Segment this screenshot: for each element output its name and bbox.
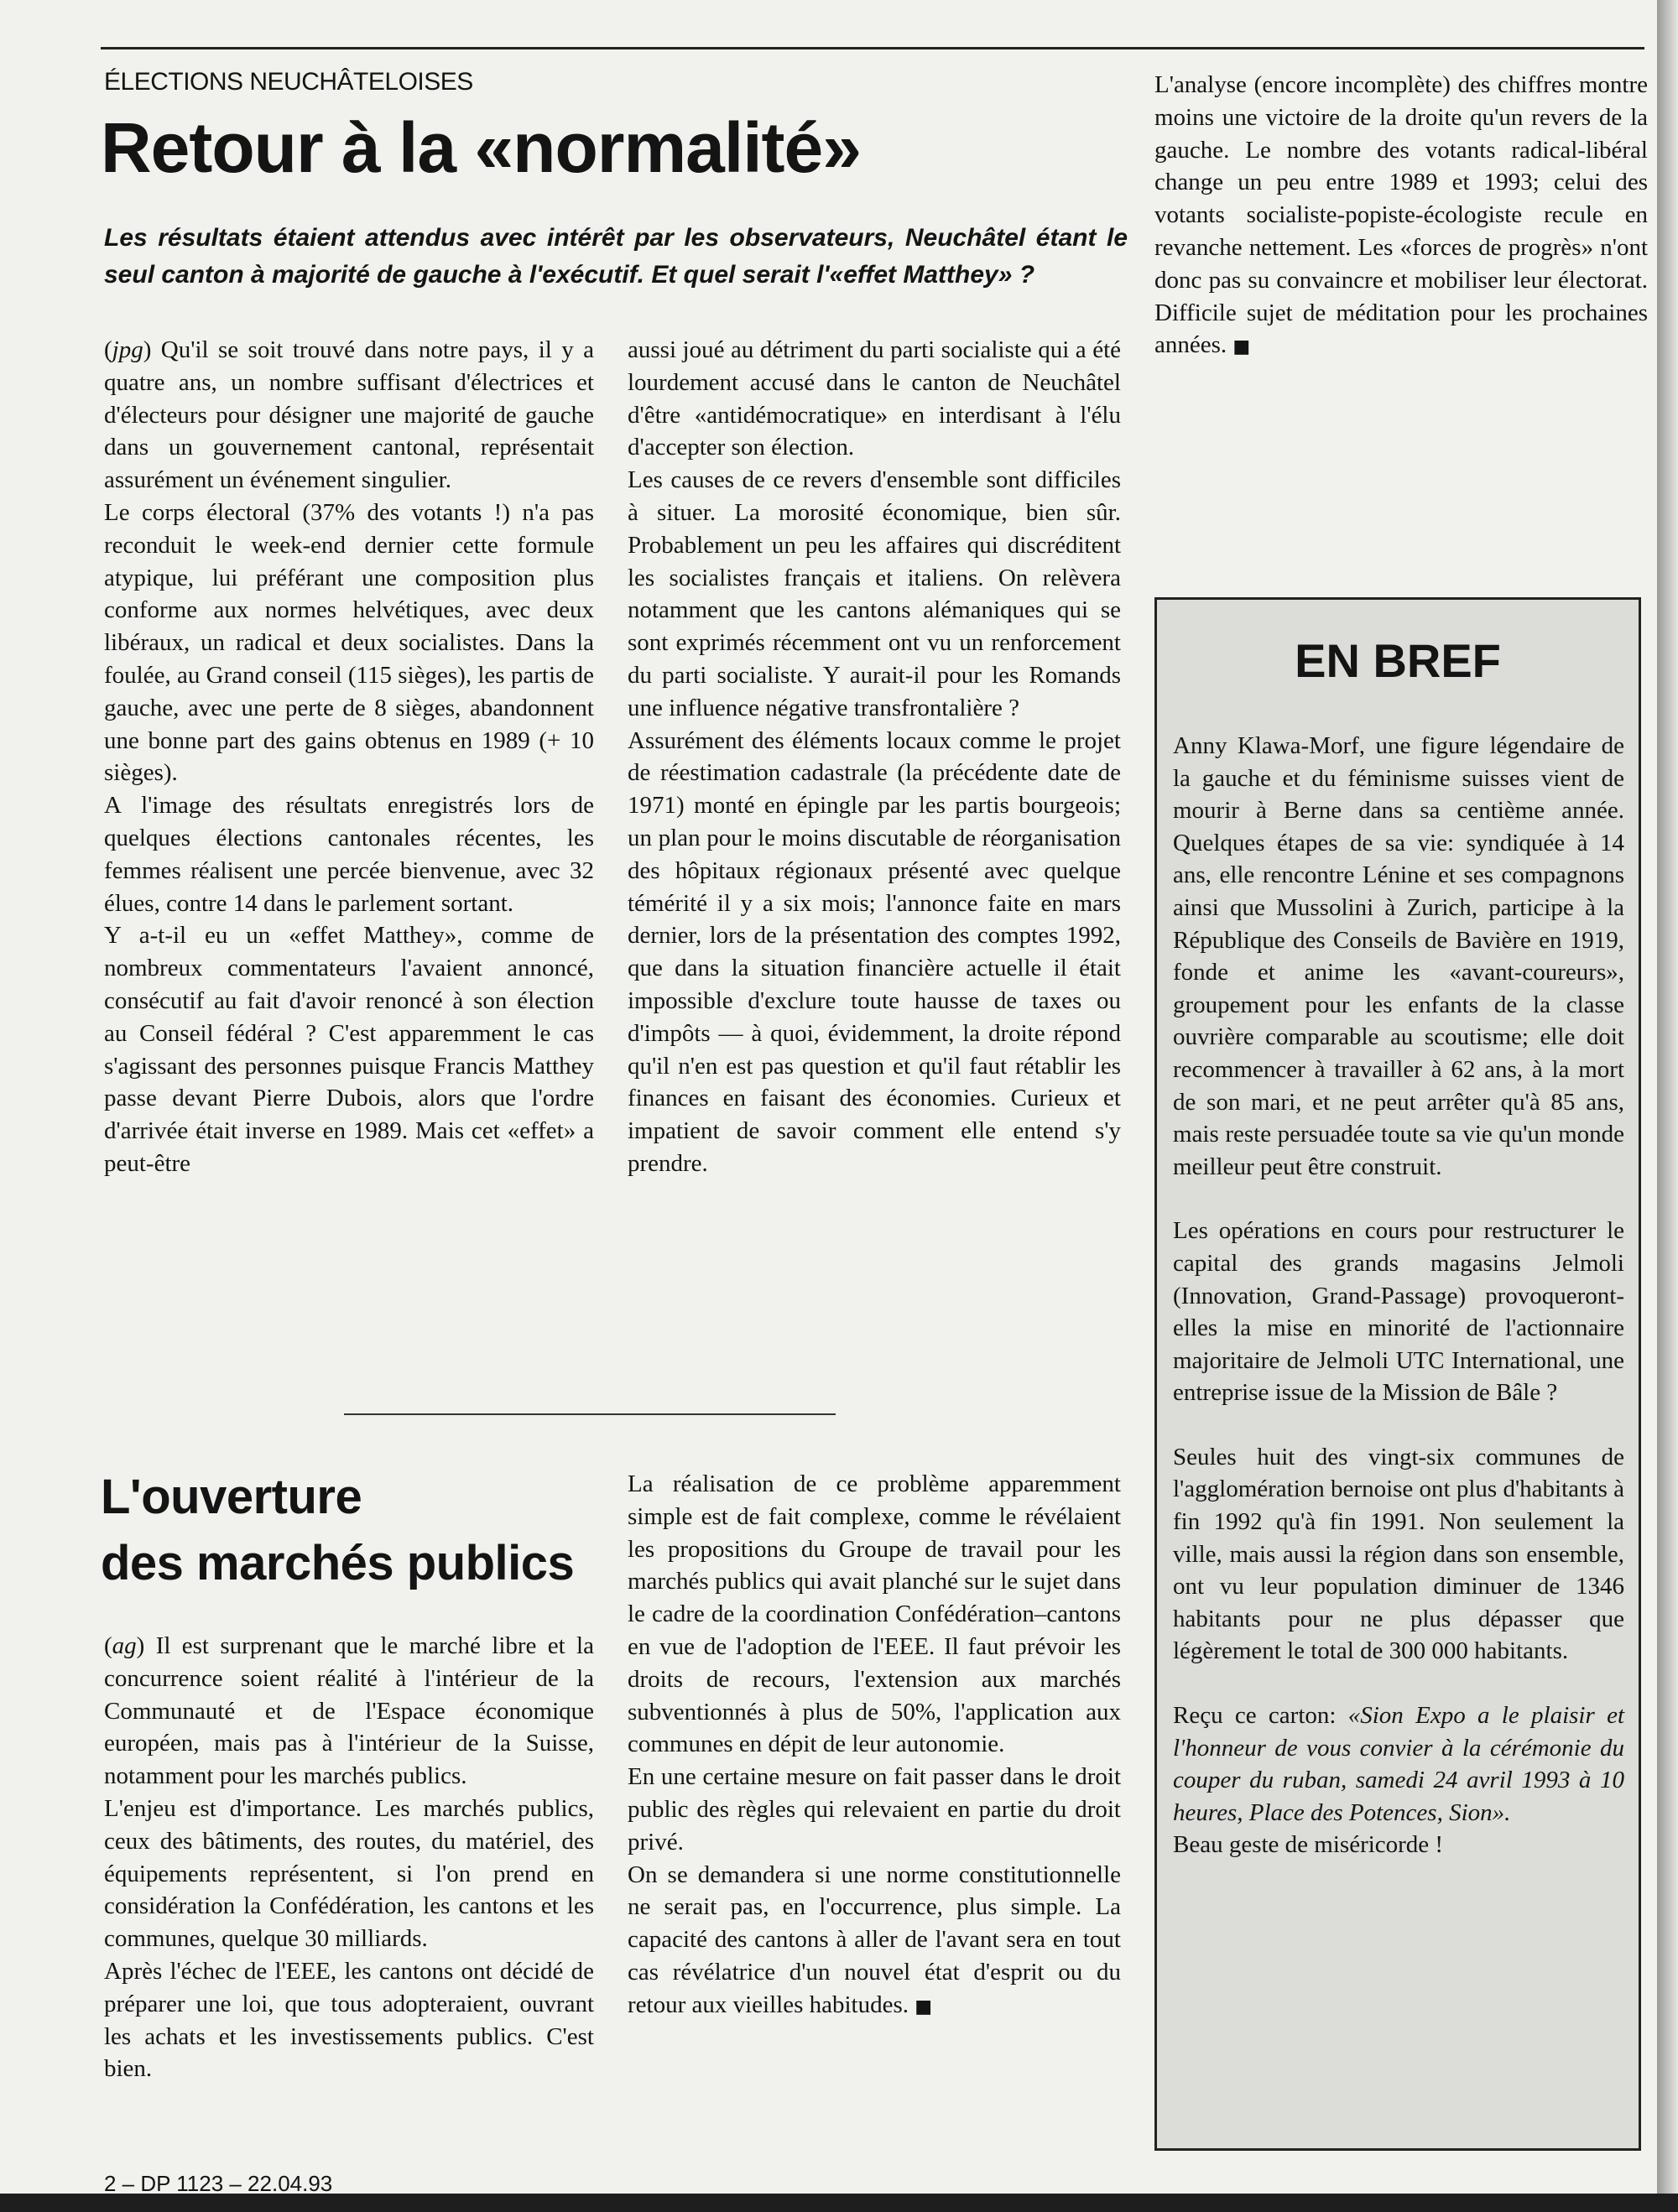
article2-paragraph: (ag) Il est surprenant que le marché libre et la concurrence soient réalité à l'intérieur de la Communauté et de l'Espace économique européen, mais pas à l'intérieur de la Suisse, notamment pour les marchés publics. [104,1632,594,1790]
article2-paragraph: En une certaine mesure on fait passer dans le droit public des règles qui relevaient en partie du droit privé. [628,1763,1121,1855]
scan-bottom-edge [0,2194,1678,2212]
article1-paragraph: A l'image des résultats enregistrés lors de quelques élections cantonales récentes, les femmes réalisent une percée bienvenue, avec 32 élues, contre 14 dans le parlement sortant. [104,792,594,917]
article1-column-3 [1154,69,1648,364]
section-divider [344,1413,836,1415]
article1-paragraph: Le corps électoral (37% des votants !) n'a pas reconduit le week-end dernier cette formule atypique, lui préférant une composition plus conforme aux normes helvétiques, avec deux libéraux, un radical et deux socialistes. Dans la foulée, au Grand conseil (115 sièges), les partis de gauche, avec une perte de 8 sièges, abandonnent une bonne part des gains obtenus en 1989 (+ 10 sièges). [104,498,594,787]
en-bref-item: Reçu ce carton: «Sion Expo a le plaisir et l'honneur de vous convier à la cérémonie du couper du ruban, samedi 24 avril 1993 à 10 heures, Place des Potences, Sion». Beau geste de miséricorde ! [1173,1702,1624,1859]
article2-paragraph: Après l'échec de l'EEE, les cantons ont décidé de préparer une loi, que tous adopteraient, ouvrant les achats et les investissements publics. C'est bien. [104,1957,594,2083]
end-mark-icon: ■ [915,1996,933,2017]
en-bref-item: Les opérations en cours pour restructurer le capital des grands magasins Jelmoli (Innovation, Grand-Passage) provoqueront-elles la mise en minorité de l'actionnaire majoritaire de Jelmoli UTC International, une entreprise issue de la Mission de Bâle ? [1173,1217,1624,1407]
en-bref-body [1173,730,1624,1893]
article1-paragraph: L'analyse (encore incomplète) des chiffres montre moins une victoire de la droite qu'un revers de la gauche. Le nombre des votants radical-libéral change un peu entre 1989 et 1993; celui des votants socialiste-popiste-écologiste recule en revanche nettement. Les «forces de progrès» n'ont donc pas su convaincre et mobiliser leur électorat. Difficile sujet de méditation pour les prochaines années. ■ [1154,71,1648,359]
scan-right-edge [1657,0,1678,2212]
article2-paragraph: On se demandera si une norme constitutionnelle ne serait pas, en l'occurrence, plus simple. La capacité des cantons à aller de l'avant sera en tout cas révélatrice d'un nouvel état d'esprit ou du retour aux vieilles habitudes. ■ [628,1861,1121,2018]
article2-paragraph: L'enjeu est d'importance. Les marchés publics, ceux des bâtiments, des routes, du matériel, des équipements représentent, si l'on prend en considération la Confédération, les cantons et les communes, quelque 30 milliards. [104,1794,594,1953]
article1-byline: jpg [112,336,143,363]
end-mark-icon: ■ [1232,336,1251,358]
article1-paragraph: Y a-t-il eu un «effet Matthey», comme de nombreux commentateurs l'avaient annoncé, consécutif au fait d'avoir renoncé à son élection au Conseil fédéral ? C'est apparemment le cas s'agissant des personnes puisque Francis Matthey passe devant Pierre Dubois, alors que l'ordre d'arrivée était inverse en 1989. Mais cet «effet» a peut-être [104,922,594,1177]
top-rule [101,47,1644,49]
article1-paragraph: Assurément des éléments locaux comme le projet de réestimation cadastrale (la précédente date de 1971) monté en épingle par les partis bourgeois; un plan pour le moins discutable de réorganisation des hôpitaux régionaux présenté avec quelque témérité il y a six mois; l'annonce faite en mars dernier, lors de la présentation des comptes 1992, que dans la situation financière actuelle il était impossible d'exclure toute hausse de taxes ou d'impôts — à quoi, évidemment, la droite répond qu'il n'en est pas question et qu'il faut rétablir les finances en faisant des économies. Curieux et impatient de savoir comment elle entend s'y prendre. [628,726,1121,1177]
en-bref-box [1154,597,1641,2151]
en-bref-quote: «Sion Expo a le plaisir et l'honneur de vous convier à la cérémonie du couper du ruban, samedi 24 avril 1993 à 10 heures, Place des Potences, Sion». [1173,1702,1624,1826]
article2-column-2 [628,1468,1121,2024]
article2-headline: L'ouverture des marchés publics [101,1470,575,1590]
article2-column-1 [104,1630,594,2085]
article1-lead: Les résultats étaient attendus avec intérêt par les observateurs, Neuchâtel étant le seul canton à majorité de gauche à l'exécutif. Et quel serait l'«effet Matthey» ? [104,224,1128,289]
en-bref-item: Seules huit des vingt-six communes de l'agglomération bernoise ont plus d'habitants à fin 1992 qu'à fin 1991. Non seulement la ville, mais aussi la région dans son ensemble, ont vu leur population diminuer de 1346 habitants pour ne plus dépasser que légèrement le total de 300 000 habitants. [1173,1443,1624,1665]
article2-byline: ag [112,1632,137,1659]
en-bref-title: EN BREF [1295,634,1501,687]
article1-paragraph: Les causes de ce revers d'ensemble sont difficiles à situer. La morosité économique, bien sûr. Probablement un peu les affaires qui discréditent les socialistes français et italiens. On relèvera notamment que les cantons alémaniques qui se sont exprimés récemment ont vu un renforcement du parti socialiste. Y aurait-il pour les Romands une influence négative transfrontalière ? [628,466,1121,721]
page-folio: 2 – DP 1123 – 22.04.93 [104,2171,333,2194]
article1-column-2 [628,334,1121,1180]
article1-paragraph: (jpg) Qu'il se soit trouvé dans notre pays, il y a quatre ans, un nombre suffisant d'électrices et d'électeurs pour désigner une majorité de gauche dans un gouvernement cantonal, représentait assurément un événement singulier. [104,336,594,494]
article2-paragraph: La réalisation de ce problème apparemment simple est de fait complexe, comme le révélaient les propositions du Groupe de travail pour les marchés publics qui avait planché sur le sujet dans le cadre de la coordination Confédération–cantons en vue de l'adoption de l'EEE. Il faut prévoir les droits de recours, l'extension aux marchés subventionnés à plus de 50%, l'application aux communes en dépit de leur autonomie. [628,1470,1121,1758]
article1-headline: Retour à la «normalité» [101,108,861,187]
article1-kicker: ÉLECTIONS NEUCHÂTELOISES [104,68,473,96]
article1-paragraph: aussi joué au détriment du parti socialiste qui a été lourdement accusé dans le canton de Neuchâtel d'être «antidémocratique» en interdisant à l'élu d'accepter son élection. [628,336,1121,461]
en-bref-item: Anny Klawa-Morf, une figure légendaire de la gauche et du féminisme suisses vient de mourir à Berne dans sa centième année. Quelques étapes de sa vie: syndiquée à 14 ans, elle rencontre Lénine et ses compagnons ainsi que Mussolini à Zurich, participe à la République des Conseils de Bavière en 1919, fonde et anime les «avant-coureurs», groupement pour les enfants de la classe ouvrière comparable au scoutisme; elle doit recommencer à travailler à 62 ans, à la mort de son mari, et ne peut arrêter qu'à 85 ans, mais reste persuadée toute sa vie qu'un monde meilleur peut être construit. [1173,732,1624,1180]
article1-column-1 [104,334,594,1180]
